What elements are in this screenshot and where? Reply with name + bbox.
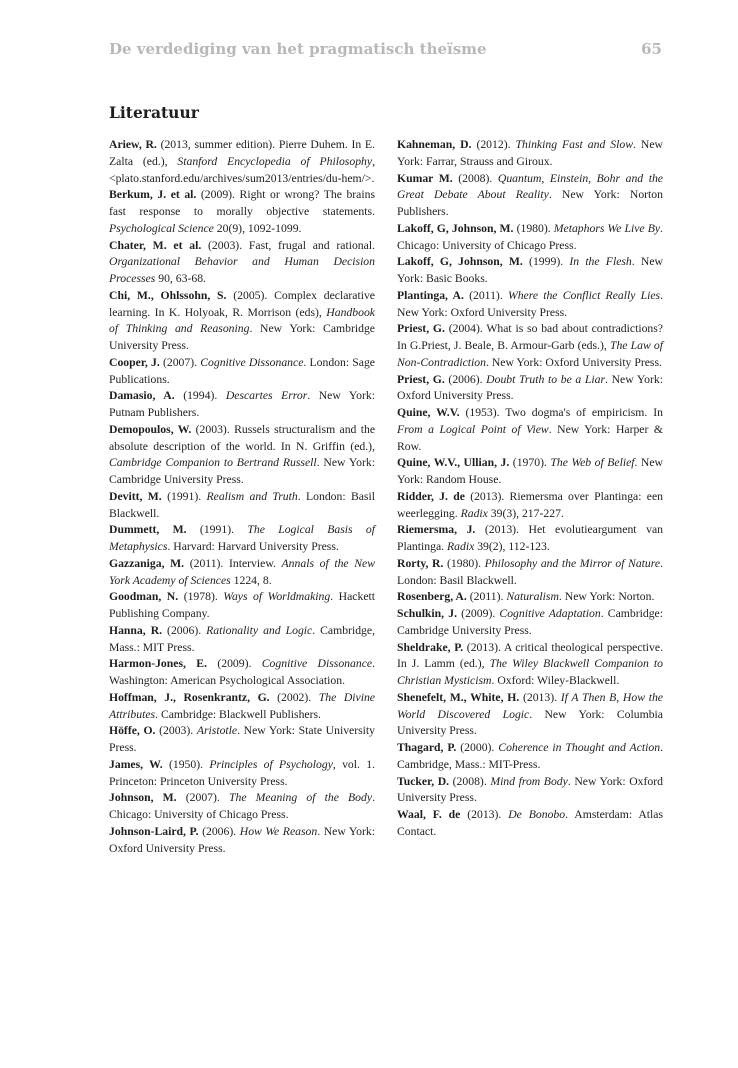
reference-author: Hoffman, J., Rosenkrantz, G. <box>109 690 270 704</box>
reference-entry <box>109 757 375 791</box>
reference-text: 20(9), 1092-1099. <box>213 221 302 235</box>
reference-title: The Divine Attributes <box>109 690 375 721</box>
references-right-column <box>397 137 663 841</box>
reference-title: In the Flesh <box>569 255 632 269</box>
reference-author: Ariew, R. <box>109 138 157 151</box>
reference-text: (2003). Russels structuralism and the absolute description of the world. In N. Griffin (ed.), <box>109 422 376 453</box>
reference-author: Plantinga, A. <box>397 288 464 302</box>
reference-title: The Logical Basis of Metaphysics <box>109 523 375 553</box>
reference-text: (1970). <box>509 456 551 470</box>
reference-title: The Wiley Blackwell Companion to Christian Mysticism <box>397 657 663 687</box>
reference-title: Annals of the New York Academy of Sciences <box>109 556 376 587</box>
reference-text: . Amsterdam: Atlas Contact. <box>397 808 663 838</box>
reference-text: . New York: Harper & Row. <box>397 422 664 453</box>
reference-text: (2011). <box>466 590 507 604</box>
reference-text: . New York: Oxford University Press. <box>397 774 663 805</box>
reference-title: Coherence in Thought and Action <box>498 741 661 754</box>
reference-text: (1978). <box>178 590 224 604</box>
reference-title: Cambridge Companion to Bertrand Russell <box>109 456 317 470</box>
reference-author: Sheldrake, P. <box>397 640 464 654</box>
reference-entry <box>109 238 375 288</box>
reference-author: Johnson-Laird, P. <box>109 824 199 838</box>
reference-text: 90, 63-68. <box>155 272 206 285</box>
reference-text: . New York: Putnam Publishers. <box>109 389 375 419</box>
reference-text: . New York: Norton Publishers. <box>397 188 663 218</box>
reference-title: Cognitive Dissonance <box>200 355 304 369</box>
reference-title: Handbook of Thinking and Reasoning <box>109 305 375 336</box>
reference-entry <box>397 321 663 371</box>
reference-entry <box>397 807 663 841</box>
reference-author: Devitt, M. <box>109 489 162 503</box>
reference-title: Where the Conflict Really Lies <box>507 288 661 302</box>
reference-text: . Cambridge, Mass.: MIT Press. <box>109 623 375 654</box>
reference-text: . New York: Farrar, Strauss and Giroux. <box>397 138 663 168</box>
reference-text: (2013). Riemersma over Plantinga: een weerlegging. <box>397 489 663 520</box>
reference-author: Chater, M. et al. <box>109 238 202 252</box>
reference-title: Rationality and Logic <box>206 623 313 637</box>
reference-text: (2009). Right or wrong? The brains fast response to morally objective statements. <box>109 188 376 218</box>
reference-text: . Cambridge, Mass.: MIT-Press. <box>397 741 663 771</box>
reference-text: (2009). <box>457 607 500 620</box>
reference-author: Quine, W.V. <box>397 406 460 419</box>
reference-entry <box>397 522 663 556</box>
reference-entry <box>109 137 375 187</box>
reference-author: Rosenberg, A. <box>397 590 467 604</box>
reference-text: . Chicago: University of Chicago Press. <box>109 791 375 821</box>
reference-entry <box>109 589 375 623</box>
reference-author: Shenefelt, M., White, H. <box>397 690 520 704</box>
reference-title: Thinking Fast and Slow <box>515 138 634 151</box>
reference-text: (2013). <box>519 690 561 704</box>
page-number: 65 <box>641 40 662 58</box>
reference-entry <box>109 422 375 489</box>
reference-text: 1224, 8. <box>230 573 272 587</box>
reference-entry <box>397 606 663 640</box>
reference-text: (1994). <box>174 389 226 403</box>
reference-entry <box>397 690 663 740</box>
reference-text: (1980). <box>513 221 554 235</box>
reference-text: (1980). <box>443 556 485 570</box>
reference-text: (2012). <box>471 138 516 151</box>
reference-text: . Hackett Publishing Company. <box>109 590 375 620</box>
reference-title: Metaphors We Live By <box>553 221 661 235</box>
reference-text: . New York: Oxford University Press. <box>397 288 664 319</box>
reference-text: (2006). <box>162 623 207 637</box>
reference-author: Damasio, A. <box>109 389 175 403</box>
reference-title: Stanford Encyclopedia of Philosophy <box>177 154 373 168</box>
reference-text: (2011). <box>463 288 508 302</box>
reference-title: Naturalism <box>506 590 559 604</box>
reference-title: Radix <box>447 540 475 553</box>
reference-text: (2013, summer edition). Pierre Duhem. In E. Zalta (ed.), <box>109 138 375 168</box>
reference-author: Waal, F. de <box>397 808 461 821</box>
reference-text: 39(2), 112-123. <box>474 540 550 553</box>
reference-title: Descartes Error <box>225 389 308 403</box>
reference-entry <box>109 723 375 757</box>
reference-text: (2008). <box>452 171 498 185</box>
reference-author: Johnson, M. <box>109 791 177 805</box>
reference-entry <box>397 288 663 322</box>
reference-entry <box>109 388 375 422</box>
reference-title: How We Reason <box>239 824 318 838</box>
reference-title: If A Then B, How the World Discovered Logic <box>397 690 663 721</box>
running-head <box>109 40 662 58</box>
reference-text: (2013). Het evolutieargument van Plantinga. <box>397 523 663 553</box>
reference-text: (2003). Fast, frugal and rational. <box>201 238 375 252</box>
reference-text: . New York: Basic Books. <box>397 255 663 285</box>
reference-author: Höffe, O. <box>109 724 156 738</box>
reference-entry <box>109 623 375 657</box>
reference-text: (1950). <box>162 757 210 771</box>
reference-entry <box>397 137 663 171</box>
reference-author: Priest, G. <box>397 372 445 386</box>
reference-entry <box>397 556 663 590</box>
reference-author: Demopoulos, W. <box>109 422 192 436</box>
reference-author: Harmon-Jones, E. <box>109 657 207 671</box>
reference-entry <box>397 589 663 606</box>
reference-title: From a Logical Point of View <box>397 422 549 436</box>
reference-author: Goodman, N. <box>109 590 179 604</box>
reference-text: (2006). <box>444 372 487 386</box>
reference-text: (1953). Two dogma's of empiricism. In <box>459 406 663 419</box>
reference-text: (2007). <box>159 355 201 369</box>
reference-text: . Washington: American Psychological Association. <box>109 657 376 687</box>
reference-title: Cognitive Dissonance <box>261 657 373 671</box>
reference-entry <box>109 824 375 858</box>
reference-text: . Cambridge: Cambridge University Press. <box>397 607 663 637</box>
reference-title: Psychological Science <box>109 221 214 235</box>
reference-text: , vol. 1. Princeton: Princeton University Press. <box>109 757 375 788</box>
reference-title: Realism and Truth <box>206 489 298 503</box>
reference-text: (2011). Interview. <box>184 556 282 570</box>
reference-text: . Chicago: University of Chicago Press. <box>397 221 663 252</box>
reference-title: Principles of Psychology <box>209 757 333 771</box>
reference-entry <box>109 790 375 824</box>
reference-text: . New York: Oxford University Press. <box>485 355 662 369</box>
reference-text: (2009). <box>207 657 262 671</box>
reference-entry <box>397 489 663 523</box>
reference-title: De Bonobo <box>508 808 566 821</box>
reference-author: Schulkin, J. <box>397 607 458 620</box>
reference-title: The Web of Belief <box>550 456 635 470</box>
reference-author: Kumar M. <box>397 171 453 185</box>
reference-entry <box>109 656 375 690</box>
reference-text: (1991). <box>161 489 207 503</box>
reference-entry <box>109 187 375 237</box>
reference-text: (2007). <box>176 791 229 805</box>
reference-entry <box>109 355 375 389</box>
reference-text: (2008). <box>449 774 491 788</box>
reference-title: Philosophy and the Mirror of Nature <box>484 556 661 570</box>
reference-entry <box>397 774 663 808</box>
reference-entry <box>397 221 663 255</box>
reference-entry <box>397 405 663 455</box>
reference-title: Cognitive Adaptation <box>499 607 601 620</box>
reference-title: Quantum, Einstein, Bohr and the Great Debate About Reality <box>397 171 663 202</box>
reference-entry <box>109 489 375 523</box>
reference-entry <box>109 288 375 355</box>
reference-entry <box>397 740 663 774</box>
reference-title: Radix <box>460 506 488 520</box>
reference-text: . New York: Random House. <box>397 456 663 486</box>
reference-text: . New York: State University Press. <box>109 724 375 754</box>
reference-title: Organizational Behavior and Human Decision Processes <box>109 255 375 285</box>
reference-text: (2004). What is so bad about contradictions? In G.Priest, J. Beale, B. Armour-Garb (eds.), <box>397 322 663 352</box>
reference-text: . Oxford: Wiley-Blackwell. <box>491 674 620 687</box>
reference-text: . New York: Oxford University Press. <box>109 824 375 855</box>
reference-entry <box>397 640 663 690</box>
chapter-title: De verdediging van het pragmatisch theïsme <box>109 40 487 58</box>
reference-text: (2002). <box>269 690 319 704</box>
reference-author: Dummett, M. <box>109 523 187 537</box>
reference-entry <box>109 522 375 556</box>
reference-text: (1999). <box>522 255 570 269</box>
reference-author: Gazzaniga, M. <box>109 556 185 570</box>
reference-text: (2013). A critical theological perspective. In J. Lamm (ed.), <box>397 640 663 671</box>
reference-author: Chi, M., Ohlssohn, S. <box>109 288 227 302</box>
reference-author: Thagard, P. <box>397 741 457 754</box>
reference-author: Tucker, D. <box>397 774 450 788</box>
reference-author: Lakoff, G, Johnson, M. <box>397 221 514 235</box>
reference-title: Ways of Worldmaking <box>223 590 331 604</box>
reference-text: (2000). <box>456 741 499 754</box>
reference-author: James, W. <box>109 757 163 771</box>
reference-text: . Cambridge: Blackwell Publishers. <box>155 707 321 721</box>
reference-author: Hanna, R. <box>109 623 163 637</box>
reference-author: Ridder, J. de <box>397 489 465 503</box>
reference-text: . New York: Oxford University Press. <box>397 372 663 403</box>
reference-author: Quine, W.V., Ullian, J. <box>397 456 510 470</box>
reference-text: . New York: Columbia University Press. <box>397 707 663 738</box>
reference-title: The Meaning of the Body <box>229 791 373 805</box>
reference-entry <box>109 690 375 724</box>
section-title: Literatuur <box>109 103 199 122</box>
reference-text: . New York: Cambridge University Press. <box>109 322 375 352</box>
reference-author: Rorty, R. <box>397 556 444 570</box>
reference-text: . London: Basil Blackwell. <box>397 556 663 587</box>
reference-author: Priest, G. <box>397 322 445 336</box>
reference-title: Doubt Truth to be a Liar <box>486 372 606 386</box>
reference-text: . London: Basil Blackwell. <box>109 489 375 520</box>
reference-entry <box>397 171 663 221</box>
reference-author: Kahneman, D. <box>397 138 472 151</box>
reference-text: (2006). <box>198 824 240 838</box>
reference-text: (2013). <box>460 808 509 821</box>
reference-text: , <plato.stanford.edu/archives/sum2013/entries/du-hem/>. <box>109 154 375 185</box>
reference-entry <box>397 455 663 489</box>
reference-entry <box>109 556 375 590</box>
reference-title: The Law of Non-Contradiction <box>397 339 663 369</box>
reference-entry <box>397 372 663 406</box>
reference-text: (1991). <box>186 523 248 537</box>
reference-author: Cooper, J. <box>109 355 160 369</box>
reference-text: . New York: Norton. <box>558 590 655 604</box>
reference-text: 39(3), 217-227. <box>487 506 564 520</box>
reference-text: . New York: Cambridge University Press. <box>109 456 375 486</box>
reference-entry <box>397 254 663 288</box>
reference-author: Lakoff, G, Johnson, M. <box>397 255 523 269</box>
reference-text: (2003). <box>155 724 197 738</box>
reference-author: Berkum, J. et al. <box>109 188 197 202</box>
reference-title: Mind from Body <box>490 774 568 788</box>
reference-title: Aristotle <box>196 724 238 738</box>
reference-author: Riemersma, J. <box>397 523 476 537</box>
reference-text: (2005). Complex declarative learning. In K. Holyoak, R. Morrison (eds), <box>109 288 375 319</box>
reference-text: . London: Sage Publications. <box>109 355 375 386</box>
references-left-column <box>109 137 375 857</box>
reference-text: . Harvard: Harvard University Press. <box>167 540 339 553</box>
